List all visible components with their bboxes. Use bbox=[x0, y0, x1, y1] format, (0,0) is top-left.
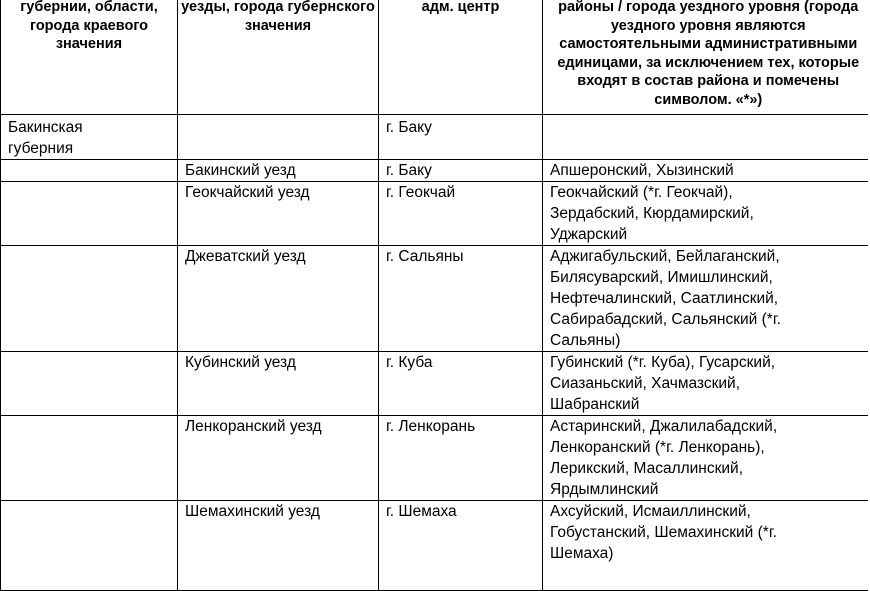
cell-center: г. Шемаха bbox=[379, 501, 543, 591]
header-districts: районы / города уездного уровня (города уездного уровня являются самостоятельными административными единицами, за исключением тех, которые входят в состав района и помечены символом. «*») bbox=[543, 0, 868, 115]
cell-province bbox=[1, 352, 178, 416]
table-header bbox=[1, 0, 868, 115]
table-row bbox=[1, 115, 868, 160]
header-provinces: губернии, области, города краевого значения bbox=[1, 0, 178, 115]
cell-districts bbox=[543, 416, 868, 501]
cell-uezd: Бакинский уезд bbox=[178, 160, 379, 182]
districts-text: Ахсуйский, Исмаиллинский, Гобустанский, Шемахинский (*г. Шемаха) bbox=[550, 503, 777, 562]
cell-center: г. Ленкорань bbox=[379, 416, 543, 501]
cell-districts bbox=[543, 352, 868, 416]
table-row bbox=[1, 160, 868, 182]
cell-center: г. Куба bbox=[379, 352, 543, 416]
cell-province bbox=[1, 246, 178, 352]
province-name: Бакинская губерния bbox=[8, 119, 83, 157]
table-row bbox=[1, 352, 868, 416]
cell-uezd bbox=[178, 115, 379, 160]
cell-districts bbox=[543, 246, 868, 352]
cell-uezd: Джеватский уезд bbox=[178, 246, 379, 352]
cell-districts bbox=[543, 115, 868, 160]
districts-text: Губинский (*г. Куба), Гусарский, Сиазаньский, Хачмазский, Шабранский bbox=[550, 354, 776, 413]
cell-uezd: Ленкоранский уезд bbox=[178, 416, 379, 501]
header-row bbox=[1, 0, 868, 115]
cell-districts bbox=[543, 501, 868, 591]
cell-districts bbox=[543, 182, 868, 246]
cell-center: г. Геокчай bbox=[379, 182, 543, 246]
cell-center: г. Сальяны bbox=[379, 246, 543, 352]
table-row bbox=[1, 182, 868, 246]
header-admin-center: адм. центр bbox=[379, 0, 543, 115]
cell-center: г. Баку bbox=[379, 115, 543, 160]
table-row bbox=[1, 246, 868, 352]
cell-province bbox=[1, 501, 178, 591]
cell-province bbox=[1, 115, 178, 160]
districts-text: Аджигабульский, Бейлаганский, Билясуварский, Имишлинский, Нефтечалинский, Саатлинский, Сабирабадский, Сальянский (*г. Сальяны) bbox=[550, 248, 781, 349]
cell-uezd: Геокчайский уезд bbox=[178, 182, 379, 246]
cell-province bbox=[1, 416, 178, 501]
cell-uezd: Шемахинский уезд bbox=[178, 501, 379, 591]
cell-province bbox=[1, 182, 178, 246]
cell-center: г. Баку bbox=[379, 160, 543, 182]
districts-text: Астаринский, Джалилабадский, Ленкоранский (*г. Ленкорань), Лерикский, Масаллинский, Ярдымлинский bbox=[550, 418, 778, 498]
table-row bbox=[1, 501, 868, 591]
table-row bbox=[1, 416, 868, 501]
cell-districts: Апшеронский, Хызинский bbox=[543, 160, 868, 182]
cell-province bbox=[1, 160, 178, 182]
cell-uezd: Кубинский уезд bbox=[178, 352, 379, 416]
header-uezds: уезды, города губернского значения bbox=[178, 0, 379, 115]
districts-text: Геокчайский (*г. Геокчай), Зердабский, Кюрдамирский, Уджарский bbox=[550, 184, 754, 243]
table-body bbox=[1, 115, 868, 591]
